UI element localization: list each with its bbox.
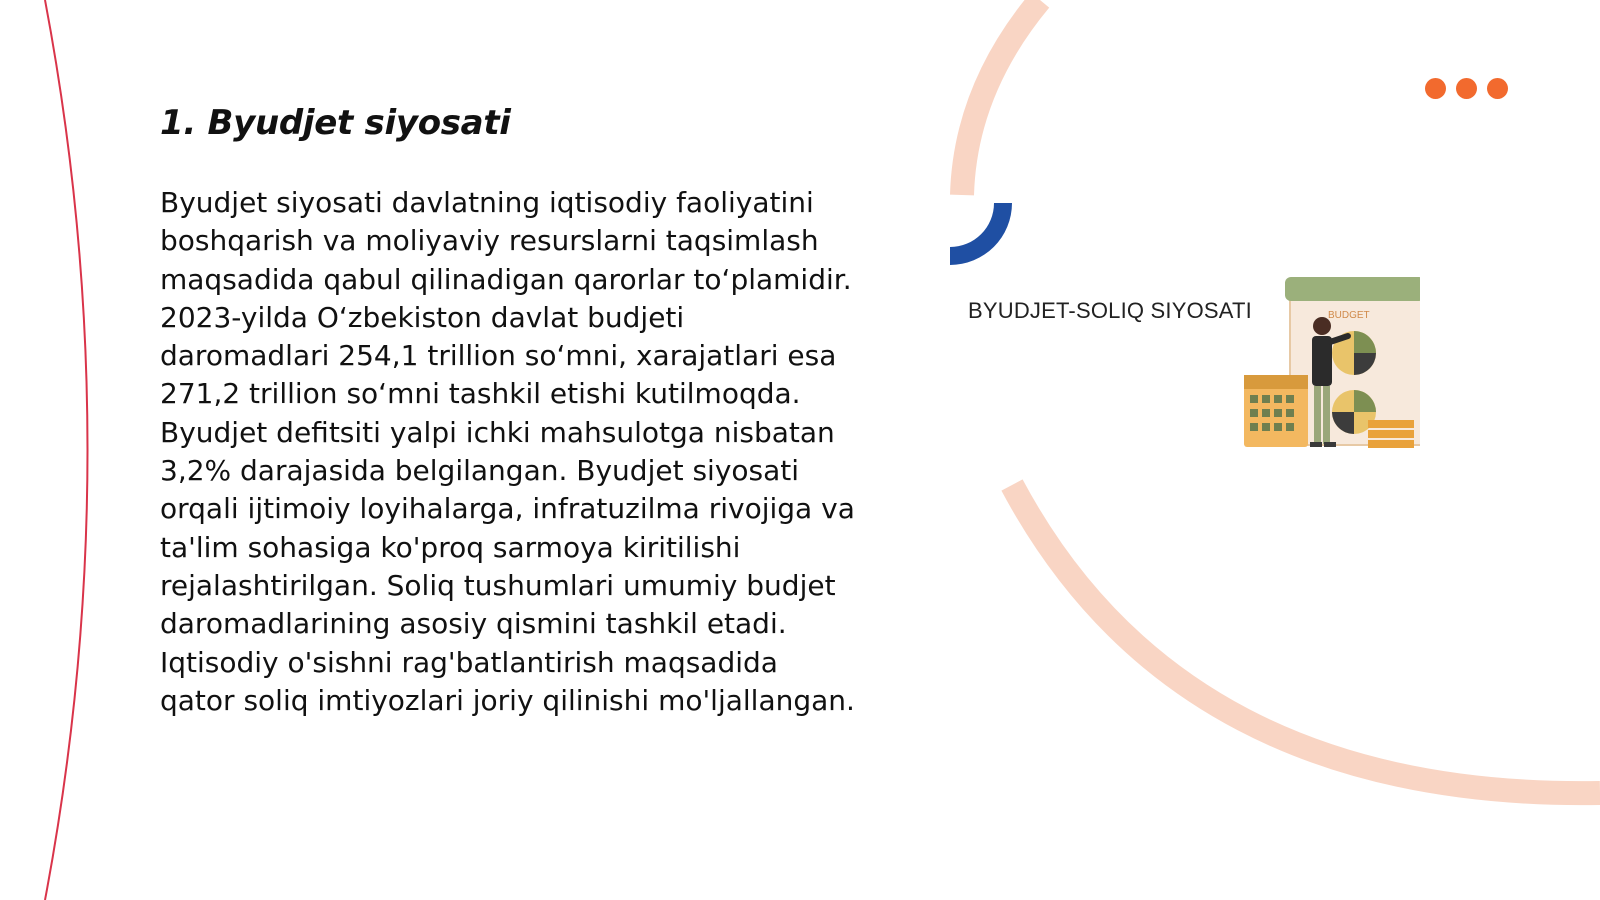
slide-paragraph: Byudjet siyosati davlatning iqtisodiy faoliyatini boshqarish va moliyaviy resurslarni taqsimlash maqsadida qabul qilinadigan qarorlar to‘plamidir. 2023-yilda O‘zbekiston davlat budjeti daromadlari 254,1 trillion so‘mni, xarajatlari esa 271,2 trillion so‘mni tashkil etishi kutilmoqda. Byudjet defitsiti yalpi ichki mahsulotga nisbatan 3,2% darajasida belgilangan. Byudjet siyosati orqali ijtimoiy loyihalarga, infratuzilma rivojiga va ta'lim sohasiga ko'proq sarmoya kiritilishi rejalashtirilgan. Soliq tushumlari umumiy budjet daromadlarining asosiy qismini tashkil etadi. Iqtisodiy o'sishni rag'batlantirish maqsadida qator soliq imtiyozlari joriy qilinishi mo'ljallangan. [160, 186, 855, 717]
peach-arc-lower [1012, 485, 1600, 793]
budget-illustration [950, 190, 1420, 480]
blue-arc-icon [950, 203, 1012, 265]
board-header [1285, 277, 1420, 301]
board-label: BUDGET [1328, 310, 1370, 321]
menu-dots [1425, 78, 1508, 99]
left-edge-curve [45, 0, 88, 900]
dot-3 [1487, 78, 1508, 99]
peach-arc-upper [962, 0, 1040, 195]
dot-2 [1456, 78, 1477, 99]
illustration-title: BYUDJET-SOLIQ SIYOSATI [968, 298, 1252, 323]
coin-stack-icon [1368, 420, 1414, 428]
dot-1 [1425, 78, 1446, 99]
slide-heading: 1. Byudjet siyosati [160, 103, 511, 143]
